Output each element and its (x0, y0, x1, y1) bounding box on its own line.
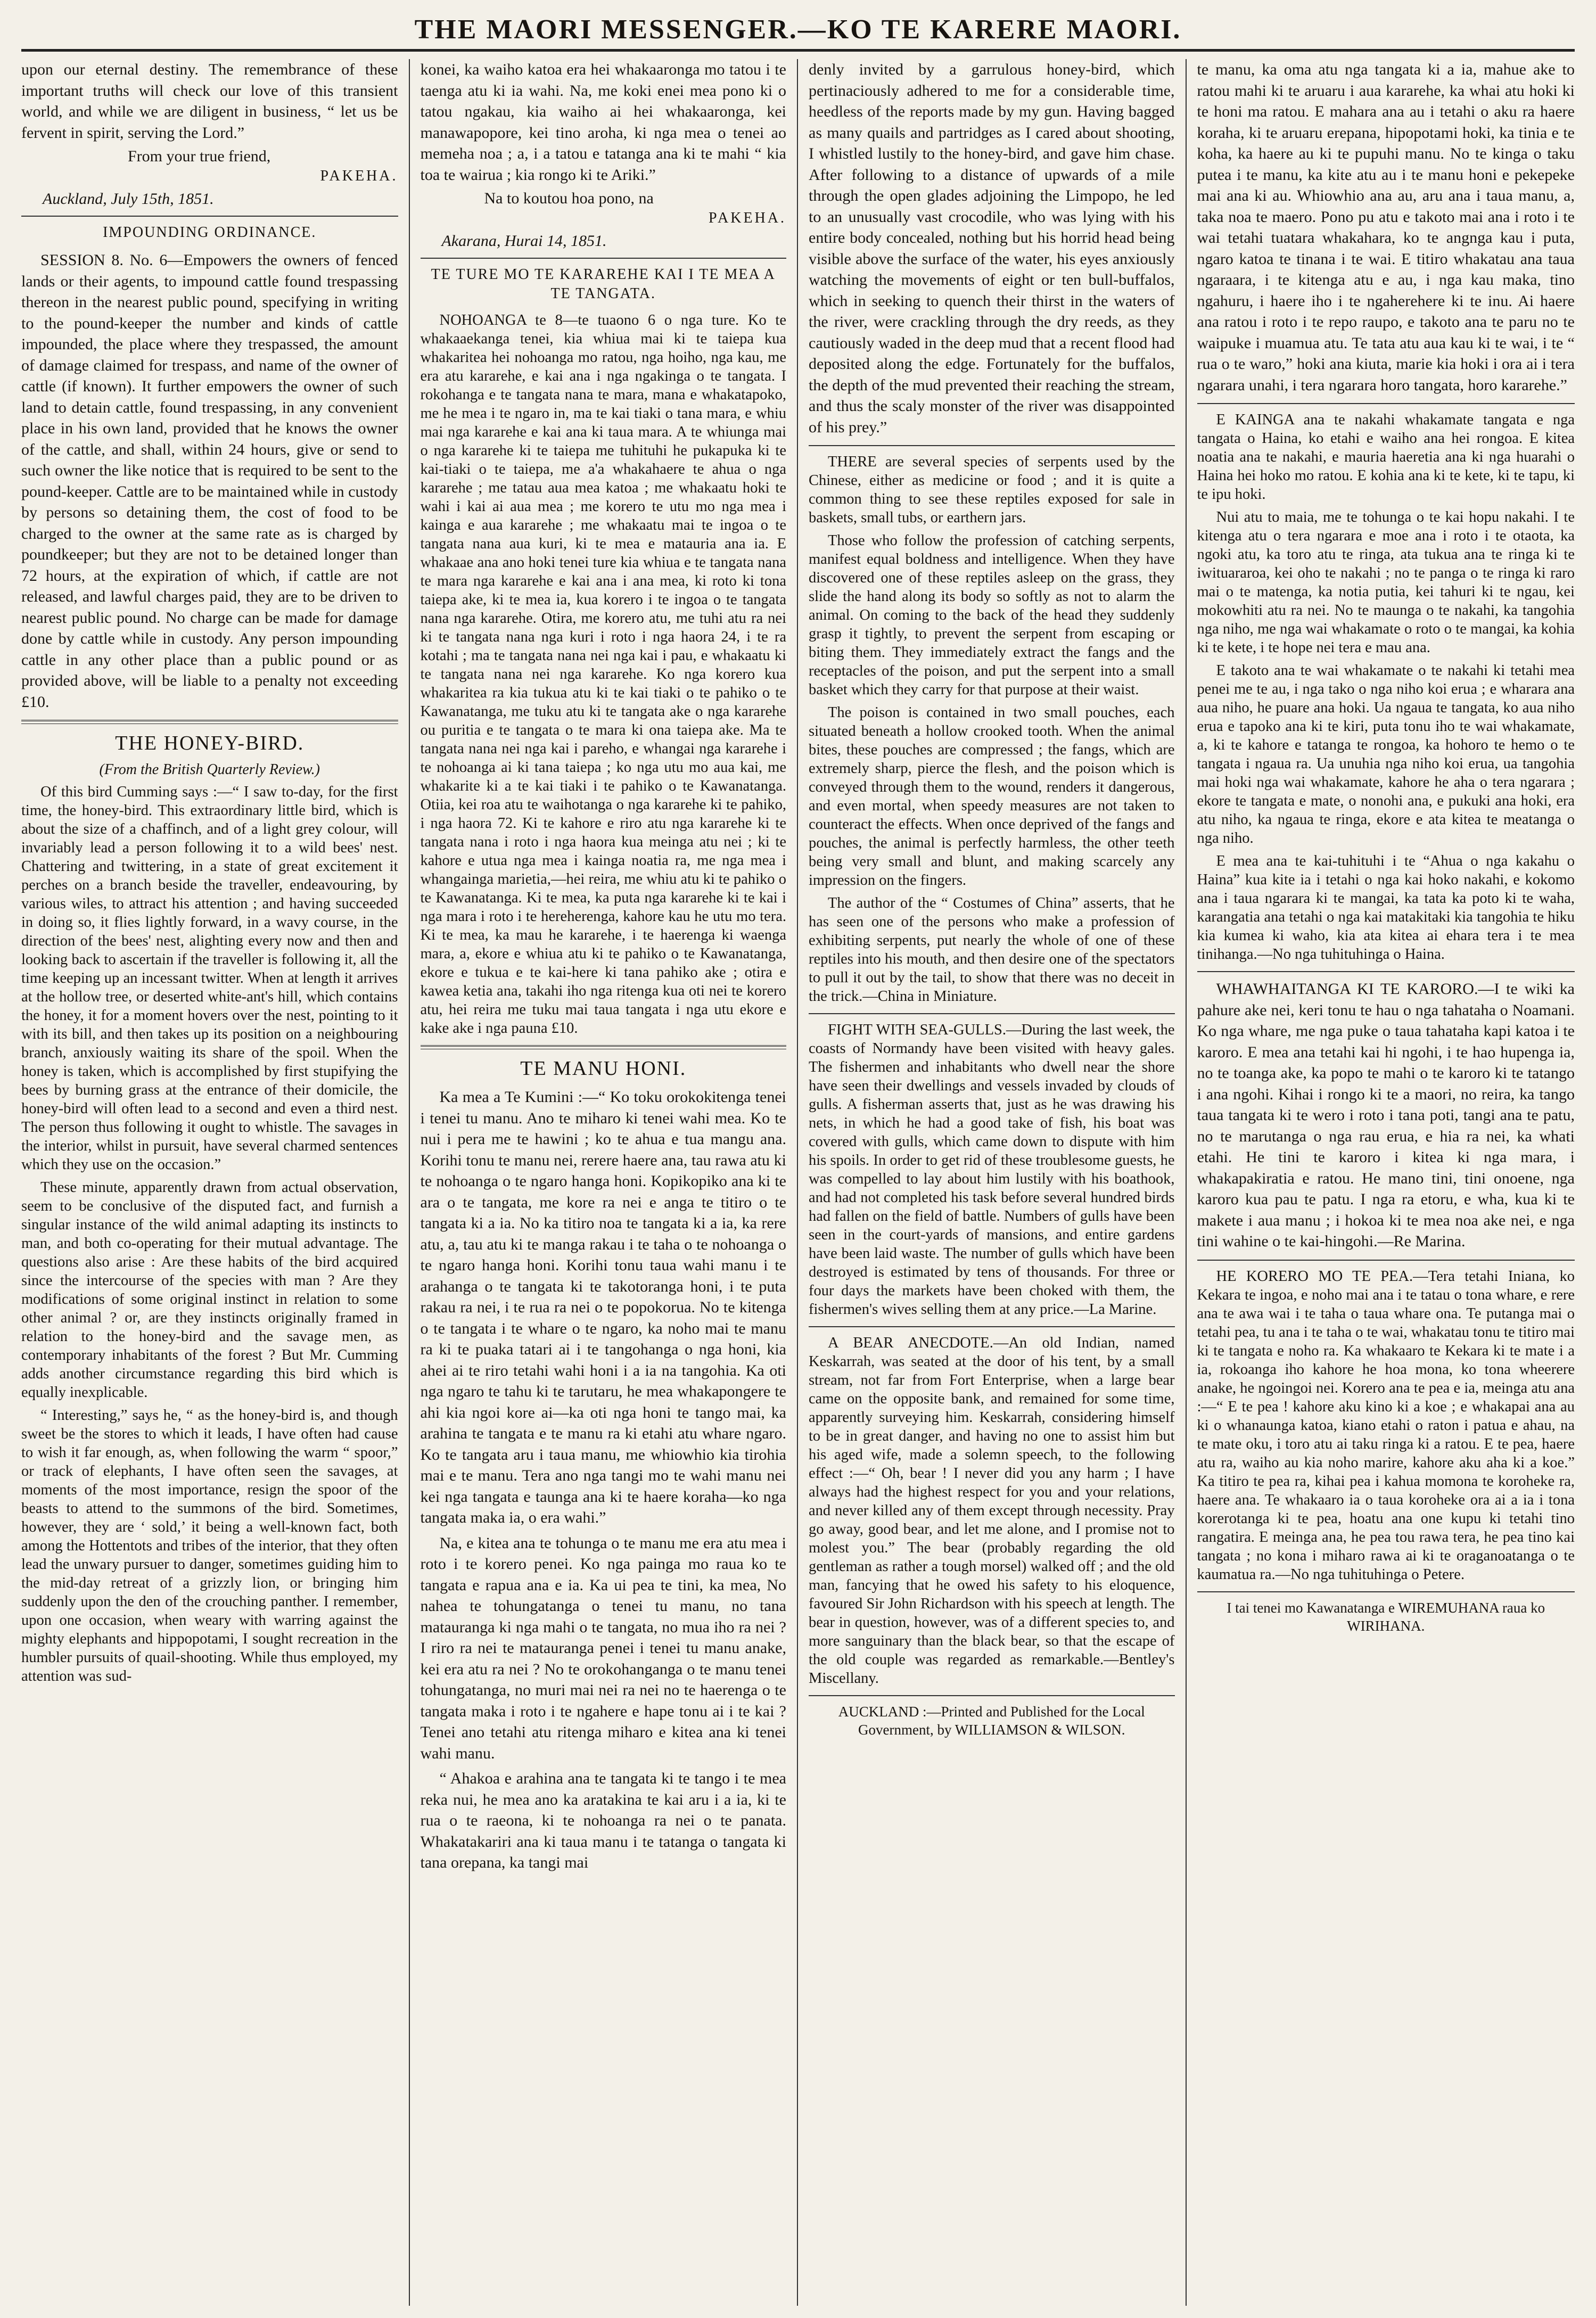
divider (421, 1045, 787, 1049)
divider (1197, 1591, 1575, 1592)
honeybird-source: (From the British Quarterly Review.) (99, 761, 320, 778)
honeybird-paragraph-2: These minute, apparently drawn from actual observation, seem to be conclusive of the disputed fact, and furnish a singular instance of the wild animal adapting its instincts to man, and both co-operating for their mutual advantage. The questions also arise : Are these habits of the bird acquired since the intercourse of the species with man ? Are they modifications of some original instinct in relation to some other animal ? or, are they instincts originally framed in relation to the honey-bird and the savage men, as contemporary inhabitants of the forest ? But Mr. Cumming adds another circumstance regarding this bird which is equally inexplicable. (21, 1179, 398, 1401)
honi-continued: te manu, ka oma atu nga tangata ki a ia, mahue ake to ratou mahi ki te aruaru i aua kararehe, ka whai atu hoki ki te honi ma ratou. E mahara ana au i tetahi o aku ra haere koraha, ki te aruaru erepana, hipopotami hoki, ka tinia e te koha, ka haere au ki te pupuhi manu. No te kinga o taku putea i te manu, ka kite atu au i te manu honi e pekepeke mai ana ki au. Whiowhio ana au, aru ana i taua manu, a, taka noa te maero. Pono pu atu e takoto mai ana i roto i te wai tetahi tuatara whakahara, ko te angnga kau i puta, ngaro katoa te tinana i te wai. E titiro whakatau ana taua ngaraara, i te kitenga atu e au, i nga kau maka, tino ngahuru, i haere iho i te ngaherehere ki te inu. Ai haere ana ratou i roto i te repo raupo, e takoto ana te paru no te waipuke i muamua atu. Te tata atu aua kau ki te wai, i te “ rua o te waro,” hoki ana kiuta, marie kia hoki i ora ai i tera ngarara unahi, i tera ngarara horo tangata, horo kararehe.” (1197, 61, 1575, 394)
haina-paragraph-4: E mea ana te kai-tuhituhi i te “Ahua o nga kakahu o Haina” kua kite ia i tetahi o nga kai hoko nakahi, e kokomo ana i taua ngarara ki te mangai, ka tata ka poto ki te waha, karangatia ana tetahi o nga kai matakitaki kia tangohia te hiku kia kumea ki waho, kia ata kitea ai ehara tera i te mea tinihanga.—No nga tuhituhinga o Haina. (1197, 853, 1575, 963)
serpents-paragraph-4: The author of the “ Costumes of China” asserts, that he has seen one of the persons who make a profession of exhibiting serpents, put nearly the whole of one of these reptiles into his mouth, and then desire one of the spectators to pull it out by the tail, to show that there was no deceit in the trick.—China in Miniature. (809, 895, 1175, 1005)
honi-heading: TE MANU HONI. (520, 1057, 687, 1080)
divider (1197, 403, 1575, 404)
honeybird-paragraph-1: Of this bird Cumming says :—“ I saw to-day, for the first time, the honey-bird. This extraordinary little bird, which is about the size of a chaffinch, and of a light grey colour, will invariably lead a person following it to a wild bees' nest. Chattering and twittering, in a state of great excitement it perches on a branch beside the traveller, endeavouring, by various wiles, to attract his attention ; and having succeeded in doing so, it flies lightly forward, in a wavy course, in the direction of the bees' nest, alighting every now and then and looking back to ascertain if the traveller is following it, all the time keeping up an incessant twitter. When at length it arrives at the hollow tree, or deserted white-ant's hill, which contains the honey, it for a moment hovers over the nest, pointing to it with its bill, and then takes up its position on a neighbouring branch, anxiously waiting its share of the spoil. When the honey is taken, which is accomplished by first stupifying the bees by burning grass at the entrance of their domicile, the honey-bird will often lead to a second and even a third nest. The person thus following it ought to whistle. The savages in the interior, whilst in pursuit, have several charmed sentences which they use on the occasion.” (21, 784, 398, 1173)
haina-paragraph-3: E takoto ana te wai whakamate o te nakahi ki tetahi mea penei me te au, i nga tako o nga niho koi erua ; e wharara ana aua niho, he puare ana hoki. Ua ngaua te tangata, ko aua niho erua e tapoko ana ki te kiri, puta tonu iho te wai whakamate, a, ki te kahore e tatanga te rongoa, ka hohoro te hemo o te tangata i ngaua ra. Ua unuhia nga niho koi erua, ua tangohia mai hoki nga wai whakamate, kahore he aha o tera ngarara ; ekore te tangata e mate, o nonohi ana, e pukuki ana hoki, era atu niho, ka ngaua te ringa, ekore e ata kitea te meatanga o nga niho. (1197, 662, 1575, 846)
divider (809, 1326, 1175, 1327)
honi-paragraph-2: Na, e kitea ana te tohunga o te manu me era atu mea i roto i te korero penei. Ko nga painga mo raua ko te tangata e rapua ana e ia. Ka ui pea te tini, ka mea, No nahea te tohungatanga o tenei tu manu, no tana matauranga ki nga mahi o te tangata, no mua iho ra nei ? I riro ra nei te matauranga penei i tenei tu manu anake, kei era atu ra nei ? No te orokohanganga o te manu tenei tohungatanga, no muri mai nei ra nei no te haerenga o te tangata maka i roto i te ngahere e hape tonu ai i te kai ? Tenei ano tetahi atu ritenga miharo e kitea ana ki tenei wahi manu. (420, 1534, 786, 1762)
maori-letter-signature: PAKEHA. (709, 210, 786, 226)
divider (809, 445, 1175, 446)
divider (1197, 971, 1575, 972)
divider (21, 720, 398, 724)
serpents-paragraph-1: THERE are several species of serpents used by the Chinese, either as medicine or food ; and it is quite a common thing to see these reptiles exposed for sale in baskets, small tubs, or earthern jars. (809, 454, 1175, 526)
letter-dateline: Auckland, July 15th, 1851. (43, 190, 214, 208)
letter-ending: upon our eternal destiny. The remembrance of these important truths will check our love of this transient world, and while we are diligent in business, “ let us be fervent in spirit, serving the Lord.” (21, 61, 398, 142)
printer-imprint: AUCKLAND :—Printed and Published for the Local Government, by WILLIAMSON & WILSON. (838, 1704, 1145, 1738)
letter-closing: From your true friend, (128, 147, 271, 165)
bear-anecdote: A BEAR ANECDOTE.—An old Indian, named Keskarrah, was seated at the door of his tent, by a small stream, not far from Fort Enterprise, when a large bear came on the opposite bank, and remained for some time, apparently surveying him. Keskarrah, considering himself to be in great danger, and having no one to assist him but his aged wife, made a solemn speech, to the following effect :—“ Oh, bear ! I never did you any harm ; I have always had the highest respect for you and your relations, and never killed any of them except through necessity. Pray go away, good bear, and let me alone, and I promise not to molest you.” The bear (probably regarding the old gentleman as rather a tough morsel) walked off ; and the old man, fancying that he owed his safety to his eloquence, favoured Sir John Richardson with his speech at length. The bear in question, however, was of a different species to, and more sanguinary than the black bear, so that the escape of the old couple was regarded as remarkable.—Bentley's Miscellany. (809, 1335, 1175, 1687)
ture-heading: TE TURE MO TE KARAREHE KAI I TE MEA A TE TANGATA. (431, 266, 776, 302)
honi-paragraph-3: “ Ahakoa e arahina ana te tangata ki te tango i te mea reka nui, he mea ano ka aratakina te kai aru i a ia, ki te rua o te raeona, ki te nohoanga ra nei o te panata. Whakatakariri ana ki taua manu i te tatanga o tangata ki tana orepana, ka tangi mai (420, 1770, 786, 1871)
honeybird-heading: THE HONEY-BIRD. (115, 732, 305, 754)
haina-paragraph-1: E KAINGA ana te nakahi whakamate tangata e nga tangata o Haina, ko etahi e waiho ana hei rongoa. E kitea noatia ana te nakahi, e mauria haeretia ana ki nga huarahi o Haina hei hoko mo ratou. E kohia ana ki te kete, ki te tapu, ki te ipu hoki. (1197, 412, 1575, 503)
haina-paragraph-2: Nui atu to maia, me te tohunga o te kai hopu nakahi. I te kitenga atu o tera ngarara e moe ana i roto i te otaota, ka ngoki atu, ka toro atu te ringa, ata tukua ana te ringa ki te iwituararoa, kei oho te nakahi ; no te panga o te ringa ki raro mai o te matenga, ka notia putia, kei tahuri ki te ngau, kei mokowhiti atu ra nei. No te maunga o te nakahi, ka tangohia nga niho, me nga wai whakamate o roto o te mangai, ka kohia ki te kete, i te hope nei tera e mau ana. (1197, 509, 1575, 656)
column-3 (798, 59, 1187, 2306)
divider (421, 258, 787, 259)
seagulls-article: FIGHT WITH SEA-GULLS.—During the last week, the coasts of Normandy have been visited with heavy gales. The fishermen and inhabitants who dwell near the shore have seen their dwellings and vessels invaded by clouds of gulls. A fisherman asserts that, just as he was drawing his nets, in which he had a good take of fish, his boat was covered with gulls, which came down to dispute with him his spoils. In order to get rid of these troublesome guests, he was compelled to lay about him lustily with his boathook, and had not completed his task before several hundred birds had fallen on the field of battle. Numbers of gulls have been seen in the court-yards of mansions, and entire gardens have been laid waste. The number of gulls which have been destroyed is estimated by tens of thousands. For three or four days the markets have been choked with them, the fishermen's wives selling them at any price.—La Marine. (809, 1022, 1175, 1318)
divider (21, 216, 398, 217)
maori-letter-salute: Na to koutou hoa pono, na (484, 190, 654, 207)
divider (1197, 1260, 1575, 1261)
pea-article: HE KORERO MO TE PEA.—Tera tetahi Iniana, ko Kekara te ingoa, e noho mai ana i te tatau o tona whare, e rere ana te awa wai i te taha o taua whare ona. Te putanga mai o tetahi pea, tu ana i te taha o te wai, whakatau tonu te titiro mai ki te tangata e noho ra. Ka whakaaro te Kekara ki te mate i a ia, rokoanga iho kahore he hoa mona, ko tona wheerere anake, he ngoingoi nei. Korero ana te pea e ia, meinga atu ana :—“ E te pea ! kahore aku kino ki a koe ; e whakapai ana au ki o whanaunga katoa, kiano etahi o raton i patua e ahau, na te mate oku, i toro atu ai taku ringa ki a ratou. E te pea, haere atu ra, waiho au kia noho marire, kahore aku aha ki a koe.” Ka titiro te pea ra, kihai pea i kahua momona te koroheke ra, haere ana. Te whakaaro ia o taua koroheke ora ai a ia i tona korerotanga ki te pea, hoatu ana one kupu ki tetahi tino rangatira. E meinga ana, he pea tou rawa tera, he pea tino kai tangata ; no kona i miharo rawa ai ki te oraganoatanga o te kaumatua ra.—No nga tuhituhinga o Petere. (1197, 1268, 1575, 1583)
honeybird-continued: denly invited by a garrulous honey-bird, which pertinaciously adhered to me for a considerable time, heedless of the reports made by my gun. Having bagged as many quails and partridges as I cared about shooting, I whistled lustily to the honey-bird, and gave him chase. After following to a distance of upwards of a mile through the open glades adjoining the Limpopo, he led to an unusually vast crocodile, who was lying with his entire body concealed, nothing but his horrid head being visible above the surface of the water, his eyes anxiously watching the movements of eight or ten bull-buffalos, which in seeking to quench their thirst in the waters of the river, were crackling through the dry reeds, as they cautiously waded in the deep mud that a recent flood had deposited along the edge. Fortunately for the buffalos, the depth of the mud prevented their reaching the stream, and thus the scaly monster of the river was disappointed of his prey.” (809, 61, 1175, 436)
columns (21, 59, 1575, 2306)
ordinance-text: SESSION 8. No. 6—Empowers the owners of fenced lands or their agents, to impound cattle found trespassing thereon in the nearest public pound, specifying in writing to the pound-keeper the number and kinds of cattle impounded, the place where they trespassed, the amount of damage claimed for trespass, and name of the owner of cattle (if known). It further empowers the owner of such land to detain cattle, found trespassing, in any convenient place in his own land, provided that he knows the owner of the cattle, and shall, within 24 hours, give or send to such owner the like notice that is required to be sent to the pound-keeper. Cattle are to be maintained while in custody by persons so detaining them, the cost of food to be charged to the owner at the same rate as is charged by poundkeeper; but they are not to be detained longer than 72 hours, at the expiration of which, if cattle are not released, and lawful charges paid, they are to be driven to nearest public pound. No charge can be made for damage done by cattle while in custody. Any person impounding cattle in any other place than a public pound or as provided above, will be liable to a penalty not exceeding £10. (21, 251, 398, 711)
column-4 (1187, 59, 1575, 2306)
maori-letter-ending: konei, ka waiho katoa era hei whakaaronga mo tatou i te taenga atu ki ia wahi. Na, me koki enei mea pono ki o tatou ngakau, kia waiho ai hei whakaaronga, kei manawapopore, kei tino aroha, ki nga mea o tenei ao memeha noa ; a, i a tatou e tatanga ana ki te mahi “ kia toa te wairua ; kia rongo ki te Ariki.” (420, 61, 786, 184)
maori-letter-dateline: Akarana, Hurai 14, 1851. (441, 232, 607, 250)
divider (809, 1695, 1175, 1696)
masthead: THE MAORI MESSENGER.—KO TE KARERE MAORI. (21, 14, 1575, 52)
column-2 (410, 59, 799, 2306)
divider (809, 1013, 1175, 1014)
column-1 (21, 59, 410, 2306)
letter-signature: PAKEHA. (320, 168, 398, 184)
honeybird-paragraph-3: “ Interesting,” says he, “ as the honey-bird is, and though sweet be the stores to which it leads, I have often had cause to wish it far enough, as, when following the warm “ spoor,” or track of elephants, I have often seen the savages, at moments of the most importance, resign the spoor of the beasts to attend to the summons of the bird. Sometimes, however, they are ‘ sold,’ it being a well-known fact, both among the Hottentots and tribes of the interior, that they often lead the unwary pursuer to danger, sometimes guiding him to the mid-day retreat of a grizzly lion, or bringing him suddenly upon the den of the crouching panther. I remember, upon one occasion, when weary with warring against the mighty elephants and hippopotami, I sought recreation in the humbler pursuits of quail-shooting. While thus employed, my attention was sud- (21, 1407, 398, 1684)
serpents-paragraph-3: The poison is contained in two small pouches, each situated beneath a hollow crooked tooth. When the animal bites, these pouches are compressed ; the fangs, which are extremely sharp, pierce the flesh, and the poison which is conveyed through them to the wound, renders it dangerous, and even mortal, when speedy measures are not taken to counteract the effects. When once deprived of the fangs and pouches, the animal is perfectly harmless, the other teeth being very small and blunt, and making scarcely any impression on the fingers. (809, 704, 1175, 889)
serpents-paragraph-2: Those who follow the profession of catching serpents, manifest equal boldness and intelligence. When they have discovered one of these reptiles asleep on the grass, they slide the hand along its body so softly as not to alarm the animal. On coming to the back of the head they suddenly grasp it tightly, to prevent the serpent from escaping or biting them. They immediately extract the fangs and the receptacles of the poison, and put the serpent into a small basket which they carry for that purpose at their waist. (809, 532, 1175, 698)
ordinance-heading: IMPOUNDING ORDINANCE. (103, 224, 317, 241)
honi-paragraph-1: Ka mea a Te Kumini :—“ Ko toku orokokitenga tenei i tenei tu manu. Ano te miharo ki tenei wahi mea. Ko te nui i pera me te hawini ; ko te ahua e tua mangu ana. Korihi tonu te manu nei, rerere haere ana, tau rawa atu ki te nohoanga o te ngaro hanga honi. Kopikopiko ana ki te ara o te tangata, me kore ra nei e anga te titiro o te tangata ki a ia. No ka titiro noa te tangata ki a ia, ka rere atu, a, tau atu ki te manga rakau i te taha o te nohoanga o te ngaro hanga honi. Korihi tonu taua wahi manu i te arahanga o te tangata ki te takotoranga honi, i te puta rakau ra nei, i te rua ra nei o te popokorua. No te kitenga o te tangata i te whare o te ngaro, ka noho mai te manu ra ki te puaka tatari ai i te tangohanga o nga honi, kia ahei ai te riro tetahi wahi honi i a ia na tangohia. Ka oti nga ngaro te tahu ki te tarutaru, he mea whakapongere te ahi kia ngoi kore ai—ka oti nga honi te tango mai, ka arahina te tangata e te manu ra ki etahi atu whare ngaro. Ko te tangata aru i taua manu, me whiowhio kia tirohia mai e te manu. Tera ano nga tangi mo te wahi manu nei kei nga tangata e taunga ana ki te haere koraha—ko nga tangata maka ia, o era wahi.” (420, 1088, 786, 1526)
maori-imprint: I tai tenei mo Kawanatanga e WIREMUHANA raua ko WIRIHANA. (1227, 1599, 1545, 1634)
ture-text: NOHOANGA te 8—te tuaono 6 o nga ture. Ko te whakaaekanga tenei, kia whiua mai ki te taiepa kua whakaritea hei nohoanga mo ratou, nga hoiho, nga kau, me era atu kararehe, e kai ana i nga ngakinga o te tangata. I rokohanga e te tangata nana te mara, mana e whakatapoko, me he mea i te ngaro in, ma te kai tiaki o tana mara, e whiu mai nga kararehe e kai ana ki taua mara. A te whiunga mai o nga kararehe ki te taiepa me tuhituhi he pukapuka ki te kai-tiaki o te taiepa, me a'a whakahaere te ahua o nga kararehe ; me tatau aua mea katoa ; me whakaatu hoki te wahi i kai ai aua mea ; me korero te utu mo nga mea i kainga e aua kararehe ; me whakaatu mai te ingoa o te tangata nana aua kuri, ki te mea e matauria ana ia. E whakaae ana ano hoki tenei ture kia whiua e te tangata nana te mara nga kararehe e kai ana i ana mea, ki roto ki tona taiepa ake, ki te mea ia, kua korero i te ingoa o te tangata nana nga kararehe. Otira, me korero atu, me tuhi atu ra nei ki te tangata nana nga kuri i roto i nga haora 24, i te ra kotahi ; ma te tangata nana nei nga kai i pau, e whakaatu ki te tangata nana nei nga kararehe. Ko nga korero kua whakaritea ra kia tukua atu ki te kai tiaki o te pahiko o te Kawanatanga, me tuku atu ki te tangata ake o nga kararehe ou puritia e te tangata o te mara ki ona taiepa ake. Ma te tangata nana nei nga kai i pareho, e whangai nga kararehe i te nohoanga ai ki tana taiepa ; ko nga utu mo aua kai, me whakarite ki a te kai tiaki i te pahiko o te Kawanatanga. Otiia, kei roa atu te waihotanga o nga kararehe ki te pahiko, i nga haora 72. Ki te kahore e riro atu nga kararehe ki te tangata nana i roto i nga haora kua meinga atu nei ; ki te kahore e utua nga mea i kainga noatia ra, me nga mea i whangainga marietia,—hei reira, me whiu atu ki te pahiko o te Kawanatanga. Ki te mea, ka puta nga kararehe ki te kai i nga mara i roto i te hereherenga, kahore kau he utu mo tera. Ki te mea, ka mau he kararehe, i te haerenga ki waenga mara, a, ekore e whiua atu ki te pahiko o te Kawanatanga, ekore e tukua e te kai-here ki tana pahiko ake ; otira e kawea ketia ana, takahi iho nga ritenga kua oti nei te korero atu, hei reira me tuku mai taua tangata i nga utu ekore e kake ake i nga pauna £10. (420, 312, 786, 1037)
karoro-article: WHAWHAITANGA KI TE KARORO.—I te wiki ka pahure ake nei, keri tonu te hau o nga tahataha o Noamani. Ko nga whare, me nga puke o taua tahataha kapi katoa i te karoro. E mea ana tetahi kai hi ngohi, i te hao hupenga ia, no te toanga ake, ka popo te mahi o te karoro ki te tatango i ana ngohi. Kihai i rongo ki te a maori, no reira, ka tango taua tangata ki te wero i roto i tana poti, tangi ana te patu, no te marutanga o nga rau erua, e hia ra nei, ka whati etahi. He tini te karoro i kitea ki nga mara, i whakapakiratia e ratou. He mano tini, tini onoene, nga karoro kua pau te patu. I nga ra etoru, e wha, kua ki te makete i aua manu ; i hokoa ki te mea noa ake nei, e nga tini wahine o te kai-hingohi.—Re Marina. (1197, 980, 1575, 1250)
